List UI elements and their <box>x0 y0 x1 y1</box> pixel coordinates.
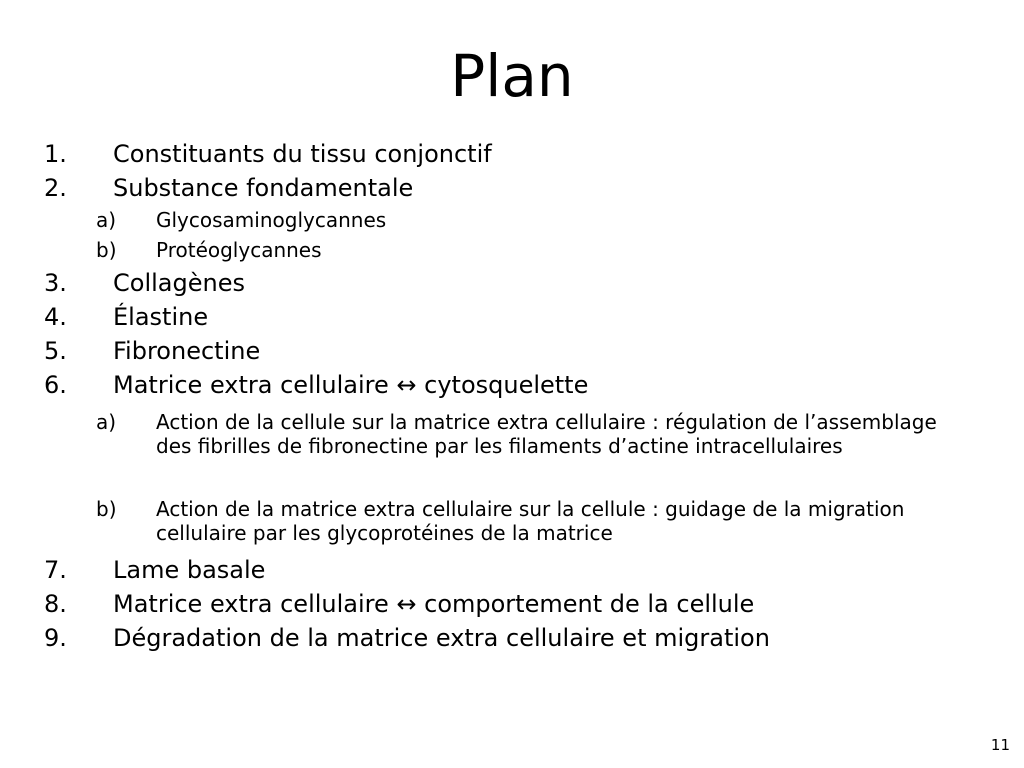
item-number: 6. <box>44 371 67 399</box>
item-number: 8. <box>44 590 67 618</box>
item-number: 7. <box>44 556 67 584</box>
item-number: a) <box>96 410 117 434</box>
item-text: Matrice extra cellulaire ↔ cytosquelette <box>113 371 589 399</box>
item-text: Élastine <box>113 303 209 331</box>
item-number: 4. <box>44 303 67 331</box>
item-text: Matrice extra cellulaire ↔ comportement de la cellule <box>113 590 755 618</box>
item-number: 1. <box>44 140 67 168</box>
item-number: a) <box>96 208 117 232</box>
item-text: Fibronectine <box>113 337 261 365</box>
item-number: 2. <box>44 174 67 202</box>
item-text: Dégradation de la matrice extra cellulaire et migration <box>113 624 770 652</box>
item-text: Substance fondamentale <box>113 174 414 202</box>
item-text: Action de la matrice extra cellulaire sur la cellule : guidage de la migration cellulaire par les glycoprotéines de la matrice <box>156 497 905 545</box>
item-text: Glycosaminoglycannes <box>156 208 387 232</box>
item-number: b) <box>96 497 117 521</box>
item-number: 5. <box>44 337 67 365</box>
item-text: Constituants du tissu conjonctif <box>113 140 492 168</box>
page-number: 11 <box>990 736 1010 754</box>
item-text: Lame basale <box>113 556 266 584</box>
slide-title: Plan <box>450 42 574 110</box>
item-number: b) <box>96 238 117 262</box>
item-number: 3. <box>44 269 67 297</box>
item-text: Collagènes <box>113 269 245 297</box>
item-text: Action de la cellule sur la matrice extra cellulaire : régulation de l’assemblage des fibrilles de fibronectine par les filaments d’actine intracellulaires <box>156 410 937 458</box>
item-text: Protéoglycannes <box>156 238 322 262</box>
item-number: 9. <box>44 624 67 652</box>
